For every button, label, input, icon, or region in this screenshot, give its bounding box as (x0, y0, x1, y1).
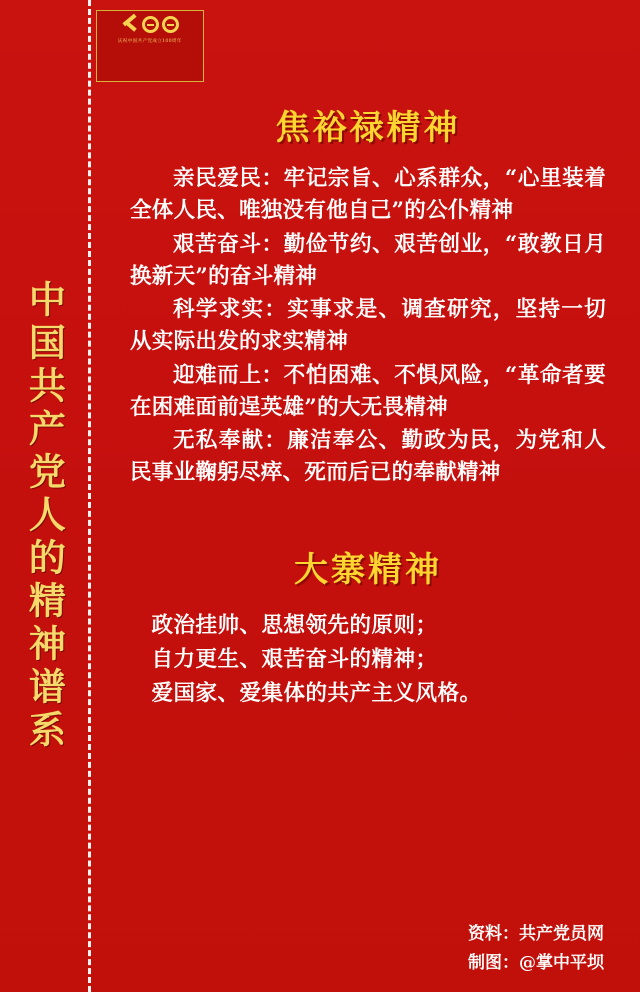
line-zhengzhi: 政治挂帅、思想领先的原则； (151, 612, 438, 638)
credit-producer: 制图：@掌中平坝 (468, 953, 604, 974)
section-title-dazhai: 大寨精神 (294, 549, 442, 590)
paragraph-jianku: 艰苦奋斗：勤俭节约、艰苦创业，“敢教日月换新天”的奋斗精神 (130, 231, 606, 289)
main-content (96, 0, 640, 992)
credits-block (468, 920, 604, 978)
credit-source: 资料：共产党员网 (468, 924, 604, 945)
badge-subtext: 庆祝中国共产党成立100周年 (117, 38, 182, 44)
line-aiguo: 爱国家、爱集体的共产主义风格。 (151, 681, 482, 707)
vertical-title-column (0, 0, 88, 992)
paragraph-kexue: 科学求实：实事求是、调查研究，坚持一切从实际出发的求实精神 (130, 297, 606, 355)
paragraph-qinmin: 亲民爱民：牢记宗旨、心系群众，“心里装着全体人民、唯独没有他自己”的公仆精神 (130, 166, 606, 224)
section-title-jiaoyulu: 焦裕禄精神 (275, 108, 461, 148)
paragraph-yingnan: 迎难而上：不怕困难、不惧风险，“革命者要在困难面前逞英雄”的大无畏精神 (130, 362, 606, 420)
page-title: 中国共产党人的精神谱系 (22, 279, 67, 753)
paragraph-wusi: 无私奉献：廉洁奉公、勤政为民，为党和人民事业鞠躬尽瘁、死而后已的奉献精神 (130, 428, 606, 486)
line-zili: 自力更生、艰苦奋斗的精神； (151, 646, 438, 672)
dashed-divider (88, 0, 91, 992)
